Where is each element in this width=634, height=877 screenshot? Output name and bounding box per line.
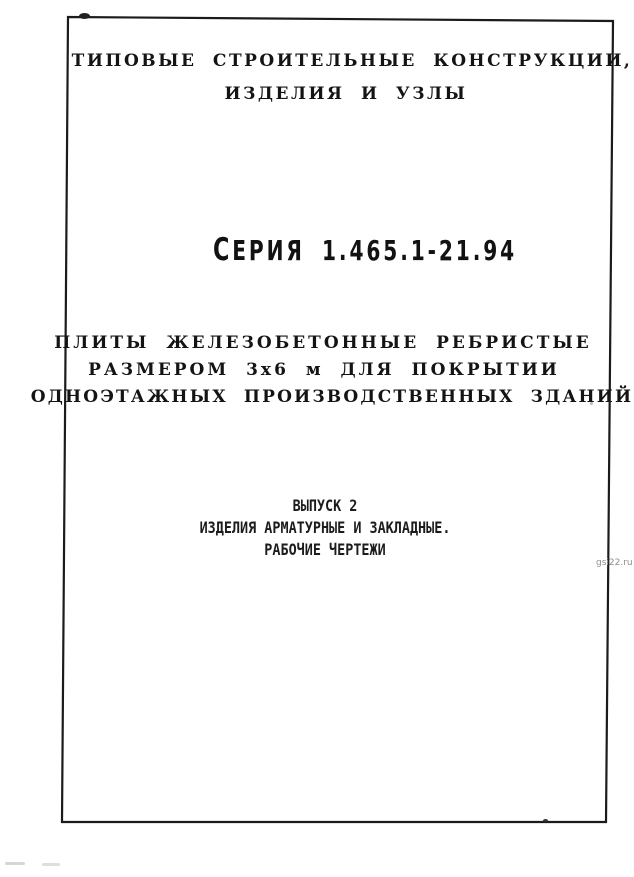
document-title-line1: ПЛИТЫ ЖЕЛЕЗОБЕТОННЫЕ РЕБРИСТЫЕ [54, 333, 592, 353]
document-title-line3: ОДНОЭТАЖНЫХ ПРОИЗВОДСТВЕННЫХ ЗДАНИЙ [30, 387, 634, 407]
scan-smudge [42, 863, 60, 866]
watermark-text: gsi22.ru [596, 558, 633, 568]
scan-speck [543, 819, 548, 822]
scan-speck [79, 13, 90, 19]
document-title-line2: РАЗМЕРОМ 3х6 м ДЛЯ ПОКРЫТИИ [88, 360, 560, 380]
series-word: СЕРИЯ [213, 232, 305, 268]
issue-number-label: ВЫПУСК 2 [292, 496, 358, 515]
series-number: 1.465.1-21.94 [322, 234, 518, 267]
scan-smudge [5, 862, 25, 865]
series-title [213, 232, 518, 268]
document-header-line2: ИЗДЕЛИЯ И УЗЛЫ [224, 84, 468, 104]
document-header-line1: ТИПОВЫЕ СТРОИТЕЛЬНЫЕ КОНСТРУКЦИИ, [71, 51, 633, 71]
issue-subtitle-line2: РАБОЧИЕ ЧЕРТЕЖИ [264, 540, 386, 559]
issue-subtitle-line1: ИЗДЕЛИЯ АРМАТУРНЫЕ И ЗАКЛАДНЫЕ. [199, 518, 451, 537]
